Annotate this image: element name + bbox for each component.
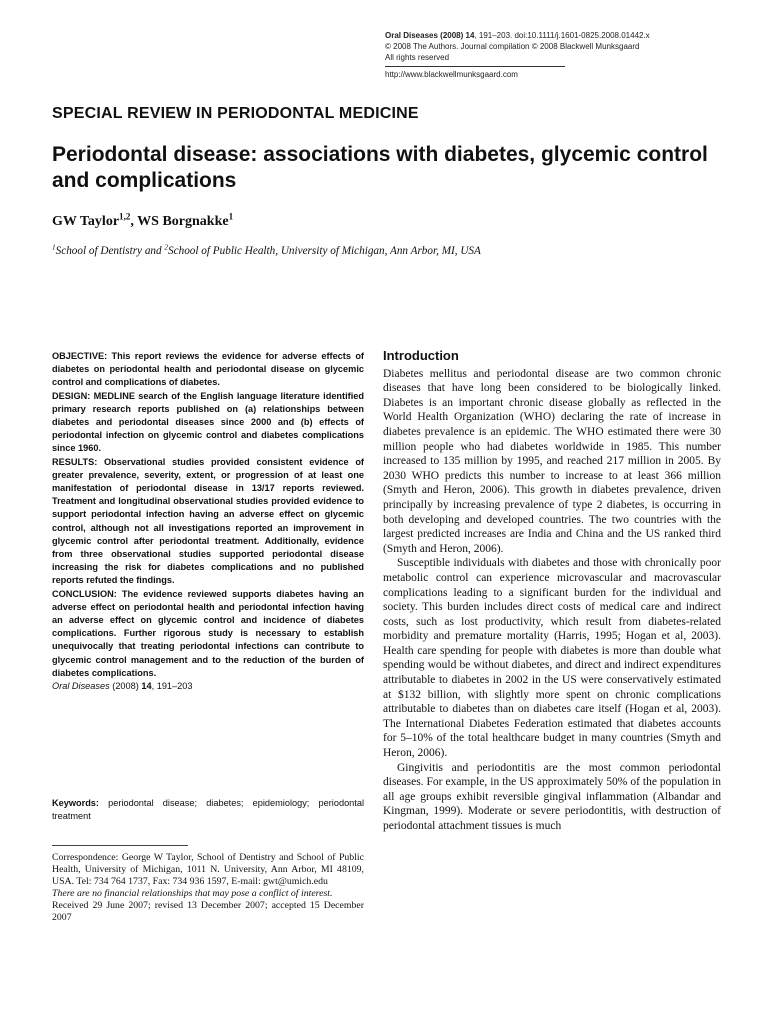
- conclusion-text: The evidence reviewed supports diabetes having an adverse effect on periodontal health and periodontal infection having an adverse effect on glycemic control and incidence of diabetes complications. Further rigorous study is necessary to establish unequivocally that treating periodontal infections can contribute to glycemic control management and to the reduction of the burden of diabetes complications.: [52, 588, 364, 678]
- introduction-heading: Introduction: [383, 348, 459, 363]
- abstract: [52, 350, 364, 693]
- received-dates: Received 29 June 2007; revised 13 December 2007; accepted 15 December 2007: [52, 900, 364, 923]
- journal-reference: [52, 680, 364, 693]
- conflict-statement: There are no financial relationships that may pose a conflict of interest.: [52, 888, 333, 899]
- abstract-conclusion: [52, 588, 364, 680]
- abstract-design: [52, 390, 364, 456]
- author-1-affil: 1,2: [119, 211, 131, 222]
- journal-ref-volume: 14: [141, 681, 152, 692]
- affiliation: [52, 245, 732, 257]
- objective-text: This report reviews the evidence for adverse effects of diabetes on periodontal health and periodontal disease on glycemic control and complications of diabetes.: [52, 351, 364, 388]
- abstract-objective: [52, 350, 364, 390]
- author-separator: ,: [130, 214, 138, 229]
- results-text: Observational studies provided consistent evidence of greater prevalence, severity, extent, or progression of at least one manifestation of periodontal disease in 13/17 reports reviewed. Treatment and longitudinal observational studies provided evidence to support periodontal infection having an adverse effect on glycemic control, although not all investigations reported an improvement in glycemic control after periodontal treatment. Additionally, evidence from three observational studies supported periodontal disease increasing the risk for diabetes complications and no published reports refuted the findings.: [52, 456, 364, 586]
- intro-paragraph-1: Diabetes mellitus and periodontal disease are two common chronic diseases that have long been considered to be biologically linked. Diabetes is an important chronic disease globally as reflected in the World Health Organization (WHO) declaring the rate of increase in diabetes prevalence is an epidemic. The WHO estimated there were 30 million people who had diabetes worldwide in 1985. This number increased to 135 million by 1995, and reached 217 million in 2005. By 2030 WHO predicts this number to increase to at least 366 million (Smyth and Heron, 2006). This growth in diabetes prevalence, driven principally by increasing prevalence of type 2 diabetes, is occurring in both developing and developed countries. The two countries with the largest predicted increases are India and China and the US ranked third (Smyth and Heron, 2006).: [383, 367, 721, 555]
- journal-ref-pages: , 191–203: [151, 681, 193, 692]
- footnotes: [52, 852, 364, 924]
- author-1: GW Taylor: [52, 214, 120, 229]
- article-title: Periodontal disease: associations with diabetes, glycemic control and complications: [52, 143, 708, 192]
- design-text: MEDLINE search of the English language literature identified primary research reports published on (a) relationships between diabetes and periodontal diseases since 2000 and (b) effects of periodontal infection on glycemic control and diabetes complications since 1960.: [52, 390, 364, 454]
- header-rule: [385, 66, 565, 67]
- objective-label: OBJECTIVE:: [52, 351, 108, 361]
- keywords-text: periodontal disease; diabetes; epidemiology; periodontal treatment: [52, 798, 364, 822]
- footnote-rule: [52, 845, 188, 846]
- introduction-section: [383, 349, 721, 834]
- author-2-affil: 1: [228, 211, 234, 222]
- results-label: RESULTS:: [52, 456, 98, 467]
- intro-paragraph-3: Gingivitis and periodontitis are the most common periodontal diseases. For example, in the US approximately 50% of the population in all age groups exhibit reversible gingival inflammation (Albandar and Kingman, 1999). Moderate or severe periodontitis, with destruction of periodontal attachment tissues is much: [383, 761, 721, 832]
- keywords: [52, 797, 364, 823]
- journal-header: [385, 30, 745, 80]
- design-label: DESIGN:: [52, 390, 91, 401]
- journal-ref-name: Oral Diseases: [52, 681, 110, 692]
- intro-paragraph-2: Susceptible individuals with diabetes and those with chronically poor metabolic control can experience microvascular and macrovascular complications leading to a significant burden for the individual and society. This burden includes direct costs of medical care and indirect costs, such as lost productivity, which result from diabetes-related morbidity and premature mortality (Harris, 1995; Hogan et al, 2003). Health care spending for people with diabetes is more than double what spending would be without diabetes, and direct and indirect expenditures attributable to diabetes in 2002 in the US were conservatively estimated at $132 billion, with slightly more spent on chronic complications attributable to diabetes than on diabetes care itself (Hogan et al, 2003). The International Diabetes Federation estimated that diabetes accounts for 5–10% of the total healthcare budget in many countries (Smyth and Heron, 2006).: [383, 557, 721, 760]
- abstract-results: [52, 456, 364, 588]
- correspondence: Correspondence: George W Taylor, School of Dentistry and School of Public Health, University of Michigan, 1011 N. University, Ann Arbor, MI 48109, USA. Tel: 734 764 1737, Fax: 734 936 1597, E-mail: gwt@umich.edu: [52, 852, 364, 887]
- keywords-label: Keywords:: [52, 798, 99, 808]
- affil-marker-1: 1: [52, 243, 56, 252]
- publisher-url[interactable]: http://www.blackwellmunksgaard.com: [385, 70, 518, 79]
- rights-line: All rights reserved: [385, 53, 450, 62]
- author-2: WS Borgnakke: [137, 214, 229, 229]
- conclusion-label: CONCLUSION:: [52, 588, 117, 599]
- copyright-line: © 2008 The Authors. Journal compilation © 2008 Blackwell Munksgaard: [385, 42, 640, 51]
- affil-text-1: School of Dentistry and: [55, 245, 165, 257]
- journal-doi: , 191–203. doi:10.1111/j.1601-0825.2008.01442.x: [474, 31, 650, 40]
- affil-marker-2: 2: [164, 243, 169, 252]
- affil-text-2: School of Public Health, University of Michigan, Ann Arbor, MI, USA: [168, 245, 481, 257]
- journal-name: Oral Diseases (2008): [385, 31, 464, 40]
- citation-line: [385, 30, 745, 41]
- journal-volume: 14: [465, 31, 475, 40]
- author-list: [52, 211, 234, 230]
- section-heading: SPECIAL REVIEW IN PERIODONTAL MEDICINE: [52, 105, 419, 122]
- journal-ref-year: (2008): [109, 681, 142, 692]
